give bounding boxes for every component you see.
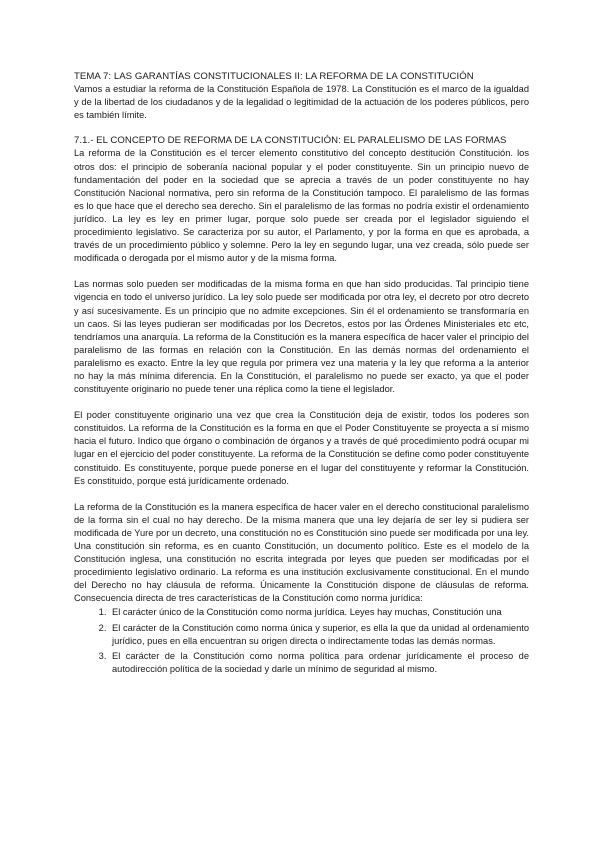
body-paragraph-1: La reforma de la Constitución es el tercer elemento constitutivo del concepto destitución Constitución. los otros dos: el principio de soberanía nacional popular y el poder constituyente. Sin un principio nuevo de fundamentación del poder en la sociedad que se aprecia a través de un poder constituyente no hay Constitución Nacional normativa, pero sin reforma de la Constitución tampoco. El paralelismo de las formas es lo que hace que el derecho sea derecho. Sin el paralelismo de las formas no podría existir el ordenamiento jurídico. La ley es ley en primer lugar, porque solo puede ser creada por el legislador siguiendo el procedimiento legislativo. Se caracteriza por su autor, el Parlamento, y por la forma en que es aprobada, a través de un procedimiento público y solemne. Pero la ley en segundo lugar, una vez creada, sólo puede ser modificada o derogada por el mismo autor y de la misma forma. <box>74 148 529 264</box>
body-paragraph-4: La reforma de la Constitución es la manera específica de hacer valer en el derecho constitucional paralelismo de la forma sin el cual no hay derecho. De la misma manera que una ley dejaría de ser ley si pudiera ser modificada de Yure por un decreto, una constitución no es Constitución sino puede ser modificada por una ley. Una constitución sin reforma, es en cuanto Constitución, un documento político. Este es el modelo de la Constitución inglesa, una constitución no escrita integrada por leyes que pueden ser modificadas por el procedimiento legislativo ordinario. La reforma es una institución exclusivamente constitucional. En el mundo del Derecho no hay cláusula de reforma. Únicamente la Constitución dispone de cláusulas de reforma. Consecuencia directa de tres características de la Constitución como norma jurídica: <box>74 501 529 604</box>
document-title: TEMA 7: LAS GARANTÍAS CONSTITUCIONALES II: LA REFORMA DE LA CONSTITUCIÓN <box>74 71 474 82</box>
document-page <box>74 70 529 678</box>
section-title: 7.1.- EL CONCEPTO DE REFORMA DE LA CONSTITUCIÓN: EL PARALELISMO DE LAS FORMAS <box>74 135 507 147</box>
body-paragraph-3: El poder constituyente originario una vez que crea la Constitución deja de existir, todos los poderes son constituidos. La reforma de la Constitución es la forma en que el Poder Constituyente se proyecta a sí mismo hacia el futuro. Indico que órgano o combinación de órganos y a través de qué procedimiento podrá ocupar mi lugar en el ejercicio del poder constituyente. La reforma de la Constitución se define como poder constituyente constituido. Es constituyente, porque puede ponerse en el lugar del constituyente y reformar la Constitución. Es constituido, porque está jurídicamente ordenado. <box>74 410 529 486</box>
characteristics-list <box>74 606 529 675</box>
intro-paragraph: Vamos a estudiar la reforma de la Constitución Española de 1978. La Constitución es el marco de la igualdad y de la libertad de los ciudadanos y de la legalidad o legitimidad de la actuación de los poderes públicos, pero es también límite. <box>74 84 529 121</box>
body-paragraph-2: Las normas solo pueden ser modificadas de la misma forma en que han sido producidas. Tal principio tiene vigencia en todo el universo jurídico. La ley solo puede ser modificada por otra ley, el decreto por otro decreto y así sucesivamente. Es un principio que no admite excepciones. Sin él el ordenamiento se transformaría en un caos. Si las leyes pudieran ser modificadas por los Decretos, estos por las Órdenes Ministeriales etc etc, tendríamos una anarquía. La reforma de la Constitución es la manera específica de hacer valer el principio del paralelismo de las formas en relación con la Constitución. En las demás normas del ordenamiento el paralelismo es exacto. Entre la ley que regula por primera vez una materia y la ley que reforma a la anterior no hay la más mínima diferencia. En la Constitución, el paralelismo no puede ser exacto, ya que el poder constituyente originario no puede tener una réplica como la tiene el legislador. <box>74 279 529 395</box>
list-item: 3. El carácter de la Constitución como norma política para ordenar jurídicamente el proceso de autodirección política de la sociedad y darle un mínimo de seguridad al mismo. <box>109 650 529 676</box>
list-item: 1. El carácter único de la Constitución como norma jurídica. Leyes hay muchas, Constitución una <box>109 606 529 619</box>
list-item: 2. El carácter de la Constitución como norma única y superior, es ella la que da unidad al ordenamiento jurídico, pues en ella encuentran su origen directa o indirectamente todas las demás normas. <box>109 622 529 648</box>
